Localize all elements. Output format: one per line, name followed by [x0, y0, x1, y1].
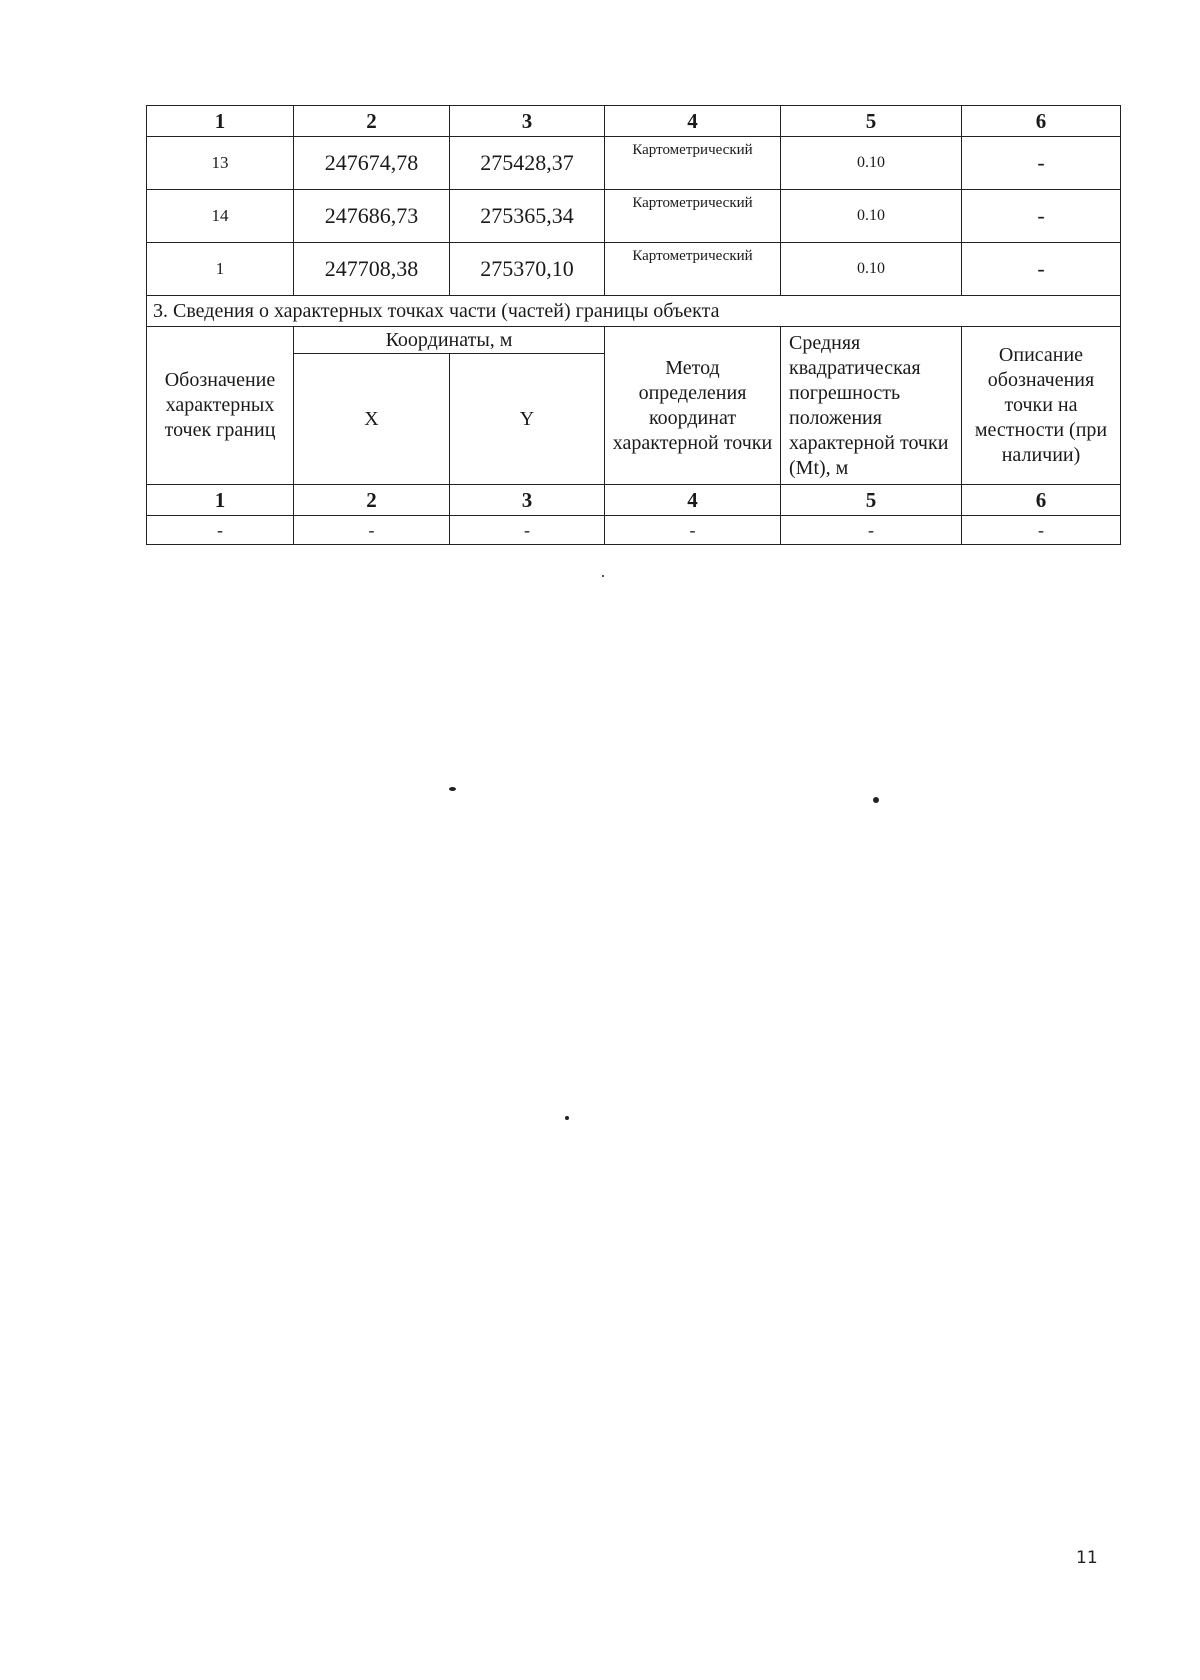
column-number: 5 — [781, 485, 962, 516]
point-number: 13 — [147, 137, 294, 190]
table-row — [147, 190, 1121, 243]
error-value: 0.10 — [781, 137, 962, 190]
point-number: 1 — [147, 243, 294, 296]
method: Картометрический — [605, 243, 781, 296]
x-coordinate: 247686,73 — [294, 190, 450, 243]
method-header: Метод определения координат характерной точки — [605, 327, 781, 485]
designation-header: Обозначение характерных точек границ — [147, 327, 294, 485]
empty-cell: - — [294, 516, 450, 545]
column-number: 3 — [450, 485, 605, 516]
column-number: 1 — [147, 485, 294, 516]
column-number: 1 — [147, 106, 294, 137]
column-number: 6 — [962, 106, 1121, 137]
y-coordinate: 275428,37 — [450, 137, 605, 190]
description: - — [962, 190, 1121, 243]
column-number: 5 — [781, 106, 962, 137]
table-row — [147, 243, 1121, 296]
scan-speck — [873, 797, 879, 803]
column-number: 6 — [962, 485, 1121, 516]
coordinates-header: Координаты, м — [294, 327, 605, 354]
page-number: 11 — [1076, 1548, 1098, 1568]
y-header: Y — [450, 354, 605, 485]
empty-cell: - — [605, 516, 781, 545]
column-number: 2 — [294, 106, 450, 137]
error-value: 0.10 — [781, 243, 962, 296]
description: - — [962, 243, 1121, 296]
section-column-number-row — [147, 485, 1121, 516]
y-coordinate: 275365,34 — [450, 190, 605, 243]
section-heading-row — [147, 296, 1121, 327]
column-number: 2 — [294, 485, 450, 516]
error-header: Средняя квадратическая погрешность положения характерной точки (Mt), м — [781, 327, 962, 485]
scan-speck — [565, 1116, 569, 1120]
x-coordinate: 247708,38 — [294, 243, 450, 296]
description-header: Описание обозначения точки на местности (при наличии) — [962, 327, 1121, 485]
table-row — [147, 137, 1121, 190]
column-number: 3 — [450, 106, 605, 137]
empty-cell: - — [962, 516, 1121, 545]
column-number-row — [147, 106, 1121, 137]
y-coordinate: 275370,10 — [450, 243, 605, 296]
method: Картометрический — [605, 190, 781, 243]
empty-cell: - — [781, 516, 962, 545]
section-header-row — [147, 327, 1121, 354]
empty-cell: - — [147, 516, 294, 545]
column-number: 4 — [605, 106, 781, 137]
error-value: 0.10 — [781, 190, 962, 243]
x-header: X — [294, 354, 450, 485]
x-coordinate: 247674,78 — [294, 137, 450, 190]
method: Картометрический — [605, 137, 781, 190]
scan-speck — [449, 787, 456, 791]
empty-cell: - — [450, 516, 605, 545]
description: - — [962, 137, 1121, 190]
coordinates-table — [146, 105, 1121, 545]
column-number: 4 — [605, 485, 781, 516]
point-number: 14 — [147, 190, 294, 243]
section-title: 3. Сведения о характерных точках части (частей) границы объекта — [147, 296, 1121, 327]
scan-speck — [602, 575, 604, 577]
empty-data-row — [147, 516, 1121, 545]
